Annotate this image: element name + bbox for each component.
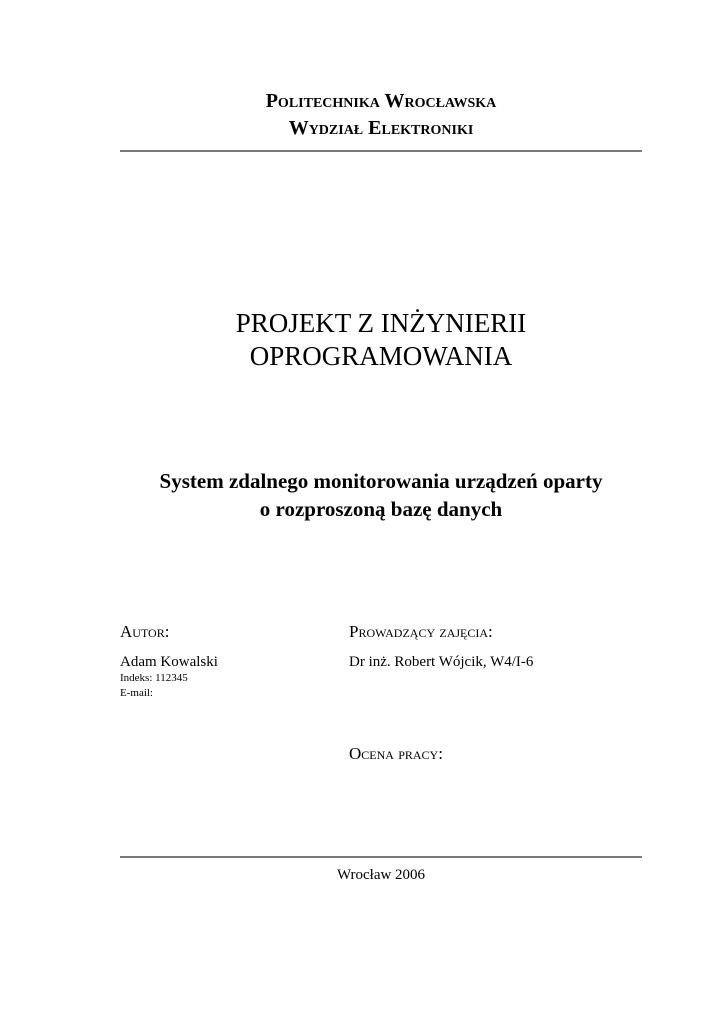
institution-header	[120, 88, 642, 142]
author-label: Autor:	[120, 622, 170, 641]
university-name: Politechnika Wrocławska	[265, 90, 497, 112]
thesis-title-line-2: o rozproszoną bazę danych	[259, 497, 503, 521]
thesis-title	[120, 467, 642, 523]
supervisor-label: Prowadzący zajęcia:	[349, 622, 493, 641]
project-title-line-1: PROJEKT Z INŻYNIERII	[235, 308, 527, 338]
project-title-line-2: OPROGRAMOWANIA	[249, 341, 513, 371]
bottom-divider	[120, 856, 642, 858]
author-name: Adam Kowalski	[120, 654, 218, 670]
grade-label: Ocena pracy:	[349, 744, 443, 763]
faculty-name: Wydział Elektroniki	[288, 117, 474, 139]
thesis-title-line-1: System zdalnego monitorowania urządzeń oparty	[159, 469, 603, 493]
top-divider	[120, 150, 642, 152]
supervisor-name: Dr inż. Robert Wójcik, W4/I-6	[349, 654, 534, 670]
place-and-date: Wrocław 2006	[336, 867, 426, 883]
author-index: Indeks: 112345	[120, 672, 188, 684]
author-email: E-mail:	[120, 687, 153, 699]
project-title	[120, 307, 642, 373]
